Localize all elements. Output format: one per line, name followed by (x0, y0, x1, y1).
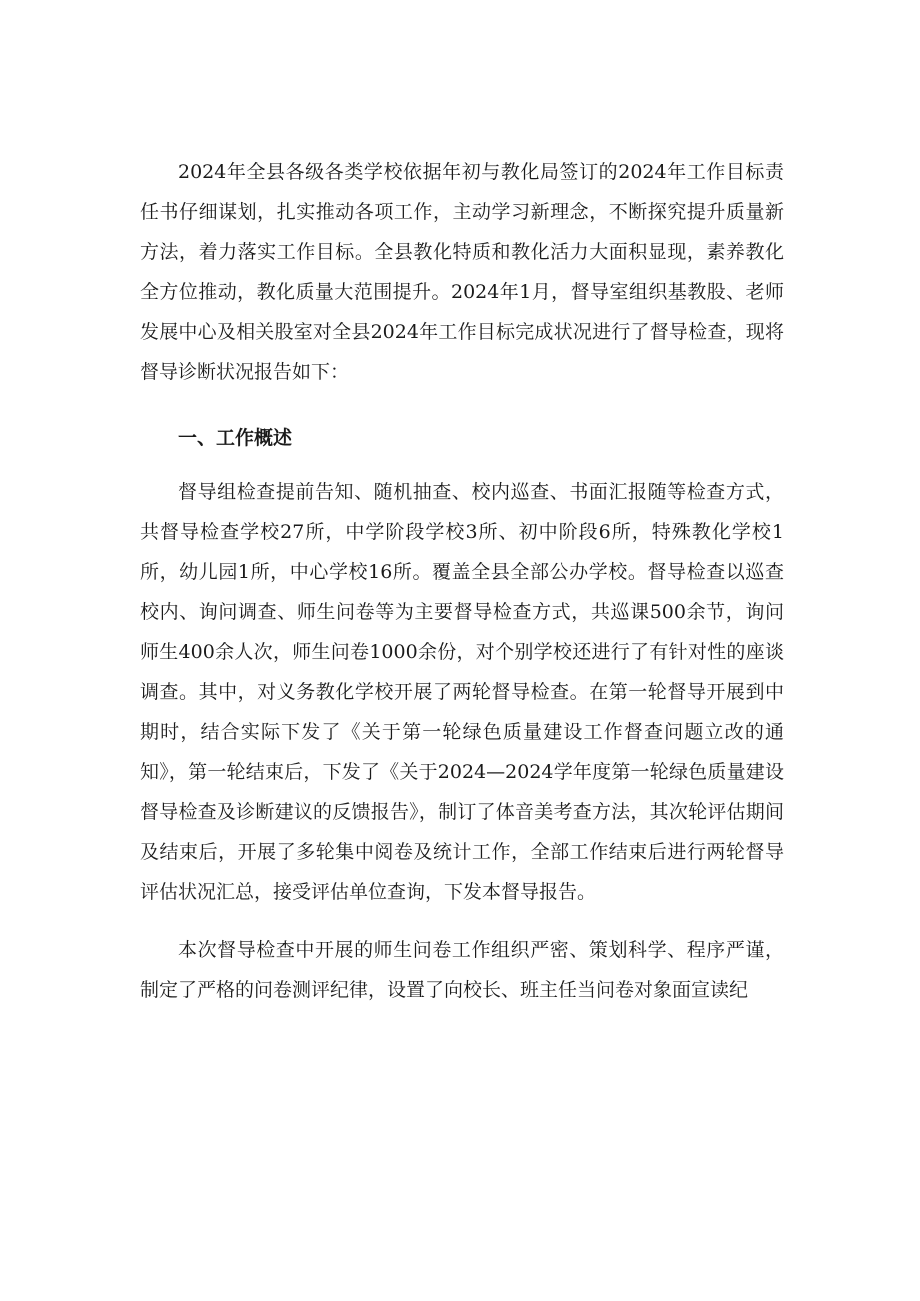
overview-paragraph: 督导组检查提前告知、随机抽查、校内巡查、书面汇报随等检查方式，共督导检查学校27所，中学阶段学校3所、初中阶段6所，特殊教化学校1所，幼儿园1所，中心学校16所。覆盖全县全部公办学校。督导检查以巡查校内、询问调查、师生问卷等为主要督导检查方式，共巡课500余节，询问师生400余人次，师生问卷1000余份，对个别学校还进行了有针对性的座谈调查。其中，对义务教化学校开展了两轮督导检查。在第一轮督导开展到中期时，结合实际下发了《关于第一轮绿色质量建设工作督查问题立改的通知》，第一轮结束后，下发了《关于2024—2024学年度第一轮绿色质量建设督导检查及诊断建议的反馈报告》，制订了体音美考查方法，其次轮评估期间及结束后，开展了多轮集中阅卷及统计工作，全部工作结束后进行两轮督导评估状况汇总，接受评估单位查询，下发本督导报告。 (140, 481, 784, 903)
intro-paragraph: 2024年全县各级各类学校依据年初与教化局签订的2024年工作目标责任书仔细谋划，扎实推动各项工作，主动学习新理念，不断探究提升质量新方法，着力落实工作目标。全县教化特质和教化活力大面积显现，素养教化全方位推动，教化质量大范围提升。2024年1月，督导室组织基教股、老师发展中心及相关股室对全县2024年工作目标完成状况进行了督导检查，现将督导诊断状况报告如下： (140, 161, 784, 383)
section-heading-overview: 一、工作概述 (178, 427, 293, 449)
document-body (140, 152, 784, 1010)
questionnaire-paragraph: 本次督导检查中开展的师生问卷工作组织严密、策划科学、程序严谨，制定了严格的问卷测评纪律，设置了向校长、班主任当问卷对象面宣读纪 (140, 939, 784, 1001)
